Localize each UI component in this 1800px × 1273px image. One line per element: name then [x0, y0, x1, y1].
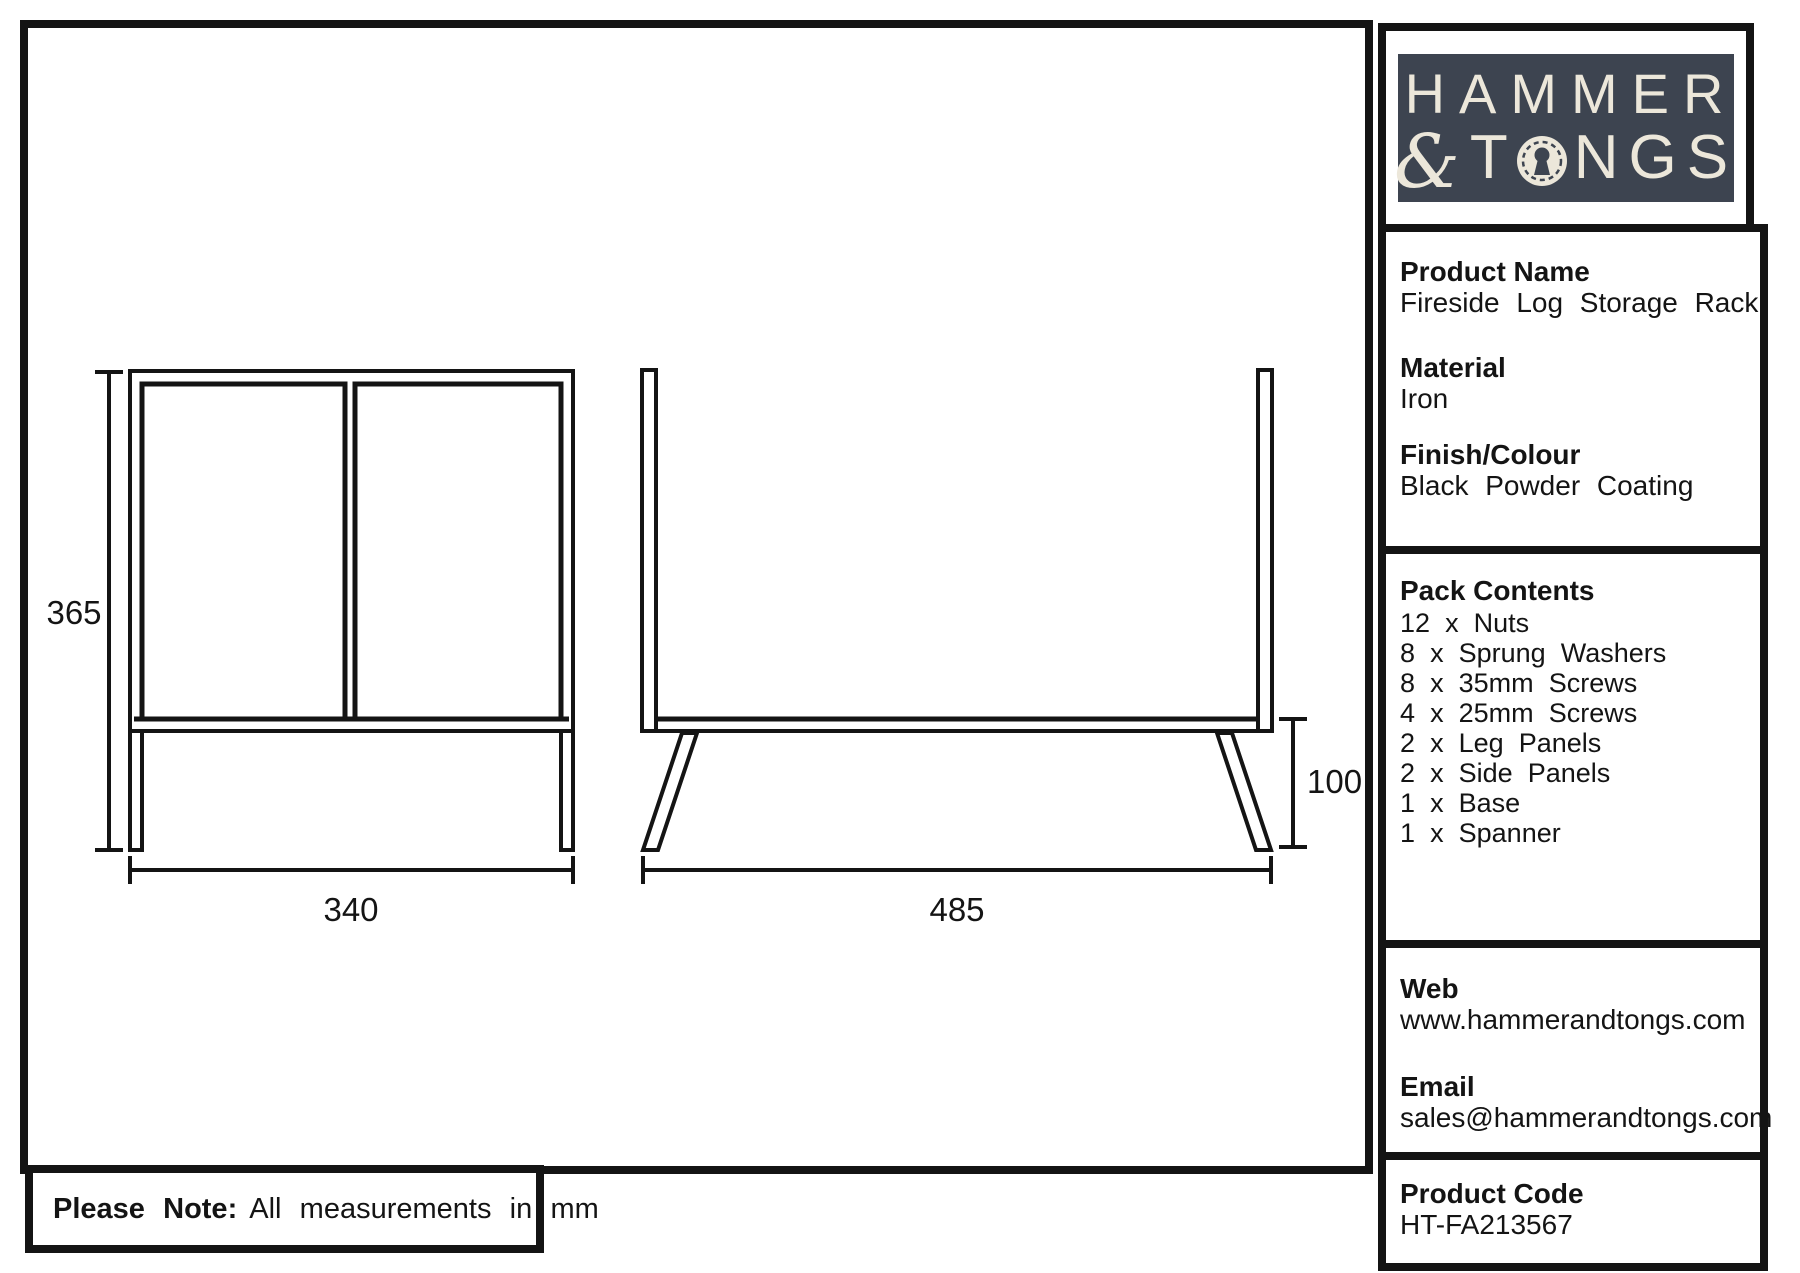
pack-item: 12 x Nuts — [1400, 608, 1530, 638]
note-label: Please Note: — [53, 1192, 238, 1225]
pack-item: 2 x Leg Panels — [1400, 728, 1602, 758]
product-name-label: Product Name — [1400, 256, 1590, 287]
contact-panel — [1378, 940, 1773, 1185]
pack-item: 1 x Base — [1400, 788, 1521, 818]
logo-letter-t: T — [1469, 122, 1510, 192]
logo-word-hammer: HAMMER — [1404, 61, 1738, 125]
product-name-value: Fireside Log Storage Rack — [1400, 287, 1759, 318]
material-label: Material — [1400, 352, 1506, 383]
dim-label-340: 340 — [323, 891, 379, 928]
product-code-label: Product Code — [1400, 1178, 1584, 1209]
logo-ampersand: & — [1393, 118, 1460, 205]
email-value: sales@hammerandtongs.com — [1400, 1102, 1773, 1133]
measurements-note — [25, 1165, 599, 1253]
finish-label: Finish/Colour — [1400, 439, 1581, 470]
pack-contents-label: Pack Contents — [1400, 575, 1595, 606]
email-label: Email — [1400, 1071, 1475, 1102]
logo-panel — [1378, 23, 1754, 232]
pack-item: 8 x 35mm Screws — [1400, 668, 1638, 698]
logo-letters-ngs: NGS — [1573, 122, 1739, 192]
pack-contents-panel — [1378, 546, 1768, 969]
note-text: All measurements in mm — [249, 1192, 599, 1225]
dimension-front-width — [130, 856, 573, 884]
keyhole-icon — [1516, 135, 1568, 187]
finish-value: Black Powder Coating — [1400, 470, 1694, 501]
dimension-side-width — [643, 856, 1271, 884]
pack-item: 4 x 25mm Screws — [1400, 698, 1638, 728]
dim-label-365: 365 — [46, 594, 102, 631]
front-view-drawing — [130, 371, 573, 850]
product-code-panel — [1378, 1152, 1768, 1271]
product-code-value: HT-FA213567 — [1400, 1209, 1573, 1240]
web-label: Web — [1400, 973, 1459, 1004]
logo-word-tongs — [1393, 118, 1739, 205]
hammer-and-tongs-logo — [1393, 54, 1739, 205]
pack-item: 8 x Sprung Washers — [1400, 638, 1667, 668]
product-info-panel — [1378, 224, 1768, 578]
dimension-leg-height — [1279, 719, 1307, 847]
pack-item: 2 x Side Panels — [1400, 758, 1611, 788]
material-value: Iron — [1400, 383, 1449, 414]
dim-label-485: 485 — [929, 891, 985, 928]
pack-item: 1 x Spanner — [1400, 818, 1561, 848]
dim-label-100: 100 — [1307, 763, 1363, 800]
web-value: www.hammerandtongs.com — [1400, 1004, 1746, 1035]
side-view-drawing — [642, 370, 1272, 850]
